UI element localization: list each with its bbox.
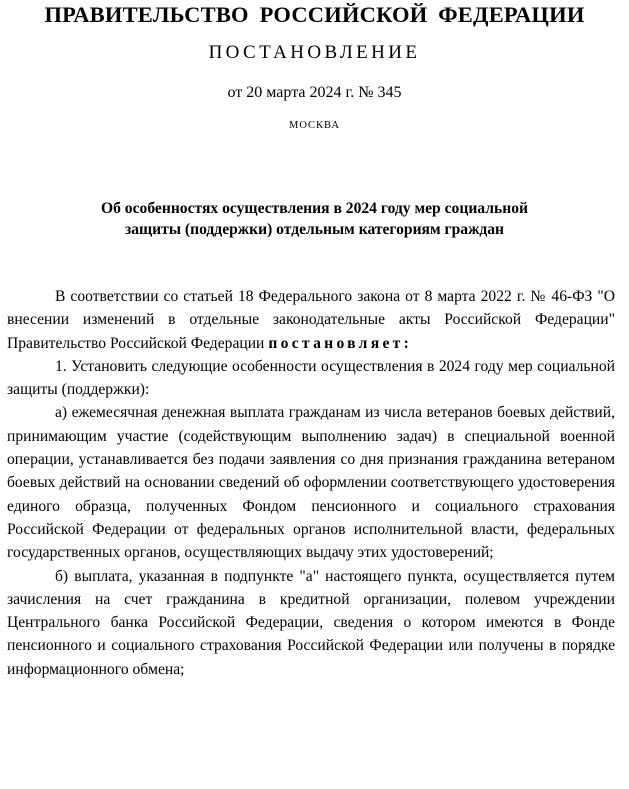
preamble-text: В соответствии со статьей 18 Федерального закона от 8 марта 2022 г. № 46-ФЗ "О внесении изменений в отдельные законодательные акты Российской Федерации" Правительство Российской Федерации — [7, 288, 615, 352]
item-1a-paragraph: а) ежемесячная денежная выплата гражданам из числа ветеранов боевых действий, принимающим участие (содействующим выполнению задач) в специальной военной операции, устанавливается без подачи заявления со дня признания гражданина ветераном боевых действий на основании сведений об оформлении соответствующего удостоверения единого образца, полученных Фондом пенсионного и социального страхования Российской Федерации от федеральных органов исполнительной власти, федеральных государственных органов, осуществляющих выдачу этих удостоверений; — [7, 404, 615, 562]
document-title-line-1: Об особенностях осуществления в 2024 году мер социальной — [100, 200, 528, 217]
document-body — [7, 285, 615, 681]
document-city: МОСКВА — [289, 120, 340, 131]
document-date-number: от 20 марта 2024 г. № 345 — [227, 84, 402, 101]
preamble-paragraph — [7, 285, 615, 355]
document-type: ПОСТАНОВЛЕНИЕ — [208, 42, 421, 63]
document-title — [40, 198, 589, 240]
preamble-action: постановляет: — [268, 334, 413, 352]
item-1b-paragraph: б) выплата, указанная в подпункте "а" настоящего пункта, осуществляется путем зачисления на счет гражданина в кредитной организации, полевом учреждении Центрального банка Российской Федерации, сведения о котором имеются в Фонде пенсионного и социального страхования Российской Федерации или получены в порядке информационного обмена; — [7, 567, 615, 678]
item-1-paragraph: 1. Установить следующие особенности осуществления в 2024 году мер социальной защиты (поддержки): — [7, 357, 615, 399]
document-title-line-2: защиты (поддержки) отдельным категориям граждан — [124, 221, 505, 238]
government-title: ПРАВИТЕЛЬСТВО РОССИЙСКОЙ ФЕДЕРАЦИИ — [44, 2, 585, 27]
